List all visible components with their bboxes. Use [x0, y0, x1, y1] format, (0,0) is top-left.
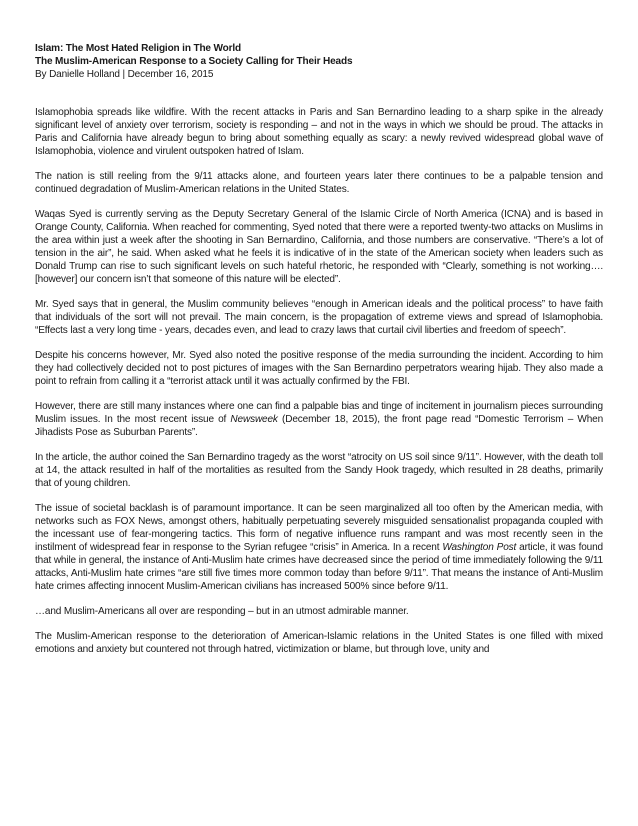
paragraph-2: The nation is still reeling from the 9/11 attacks alone, and fourteen years later there continues to be a palpable tension and continued degradation of Muslim-American relations in the United States. — [35, 171, 603, 195]
paragraph-9: …and Muslim-Americans all over are responding – but in an utmost admirable manner. — [35, 606, 409, 617]
paragraph-8 — [35, 502, 603, 593]
article-header — [35, 42, 603, 81]
paragraph-8-text-b: article, it was found that while in general, the instance of Anti-Muslim hate crimes have decreased since the period of time immediately following the 9/11 attacks, Anti-Muslim hate crimes “are still five times more common today than before 9/11”. That means the instance of Anti-Muslim hate crimes affecting innocent Muslim-American civilians has increased 500% since before 9/11. — [35, 542, 603, 592]
paragraph-6-text-a: However, there are still many instances where one can find a palpable bias and tinge of incitement in journalism pieces surrounding Muslim issues. In the most recent issue of — [35, 401, 603, 425]
paragraph-1: Islamophobia spreads like wildfire. With the recent attacks in Paris and San Bernardino leading to a sharp spike in the already significant level of anxiety over terrorism, society is responding – and not in the ways in which we should be proud. The attacks in Paris and California have already begun to bring about something equally as scary: a newly revived widespread global wave of Islamophobia, violence and virulent outspoken hatred of Islam. — [35, 107, 603, 157]
paragraph-6-text-b: (December 18, 2015), the front page read “Domestic Terrorism – When Jihadists Pose as Suburban Parents”. — [35, 414, 604, 438]
paragraph-3: Waqas Syed is currently serving as the Deputy Secretary General of the Islamic Circle of North America (ICNA) and is based in Orange County, California. When reached for commenting, Syed noted that there were a reported twenty-two attacks on Muslims in the area within just a week after the shooting in San Bernardino, California, and those numbers are conservative. “There’s a lot of tension in the air”, he said. When asked what he feels it is indicative of in the state of the American society when leaders such as Donald Trump can rise to such significant levels on such hateful rhetoric, he responded with “Clearly, something is not working….[however] our concern isn’t that someone of this nature will be elected”. — [35, 209, 603, 285]
newsweek-title: Newsweek — [230, 414, 278, 425]
article-subtitle: The Muslim-American Response to a Society Calling for Their Heads — [35, 56, 353, 67]
article-body — [35, 42, 603, 668]
washington-post-title: Washington Post — [442, 542, 517, 553]
paragraph-8-text-a: The issue of societal backlash is of paramount importance. It can be seen marginalized all too often by the American media, with networks such as FOX News, amongst others, habitually perpetuating severely misguided sensationalist propaganda coupled with the incessant use of fear-mongering tactics. This form of negative influence runs rampant and was most recently seen in the instilment of widespread fear in response to the Syrian refugee “crisis” in America. In a recent — [35, 503, 603, 553]
byline: By Danielle Holland | December 16, 2015 — [35, 69, 214, 80]
paragraph-10: The Muslim-American response to the deterioration of American-Islamic relations in the United States is one filled with mixed emotions and anxiety but countered not through hatred, victimization or blame, but through love, unity and — [35, 631, 603, 655]
paragraph-6 — [35, 400, 603, 439]
article-title: Islam: The Most Hated Religion in The World — [35, 43, 242, 54]
paragraph-4: Mr. Syed says that in general, the Muslim community believes “enough in American ideals and the political process” to have faith that individuals of the sort will not prevail. The main concern, is the propagation of extreme views and spread of Islamophobia. “Effects last a very long time - years, decades even, and lead to crazy laws that curtail civil liberties and freedom of speech”. — [35, 299, 603, 336]
paragraph-7: In the article, the author coined the San Bernardino tragedy as the worst “atrocity on US soil since 9/11”. However, with the death toll at 14, the attack resulted in half of the mortalities as resulted from the Sandy Hook tragedy, which resulted in 28 deaths, primarily that of young children. — [35, 452, 603, 489]
paragraph-5: Despite his concerns however, Mr. Syed also noted the positive response of the media surrounding the incident. According to him they had collectively decided not to post pictures of images with the San Bernardino perpetrators wearing hijab. They also made a point to refrain from calling it a “terrorist attack until it was actually confirmed by the FBI. — [35, 350, 603, 387]
